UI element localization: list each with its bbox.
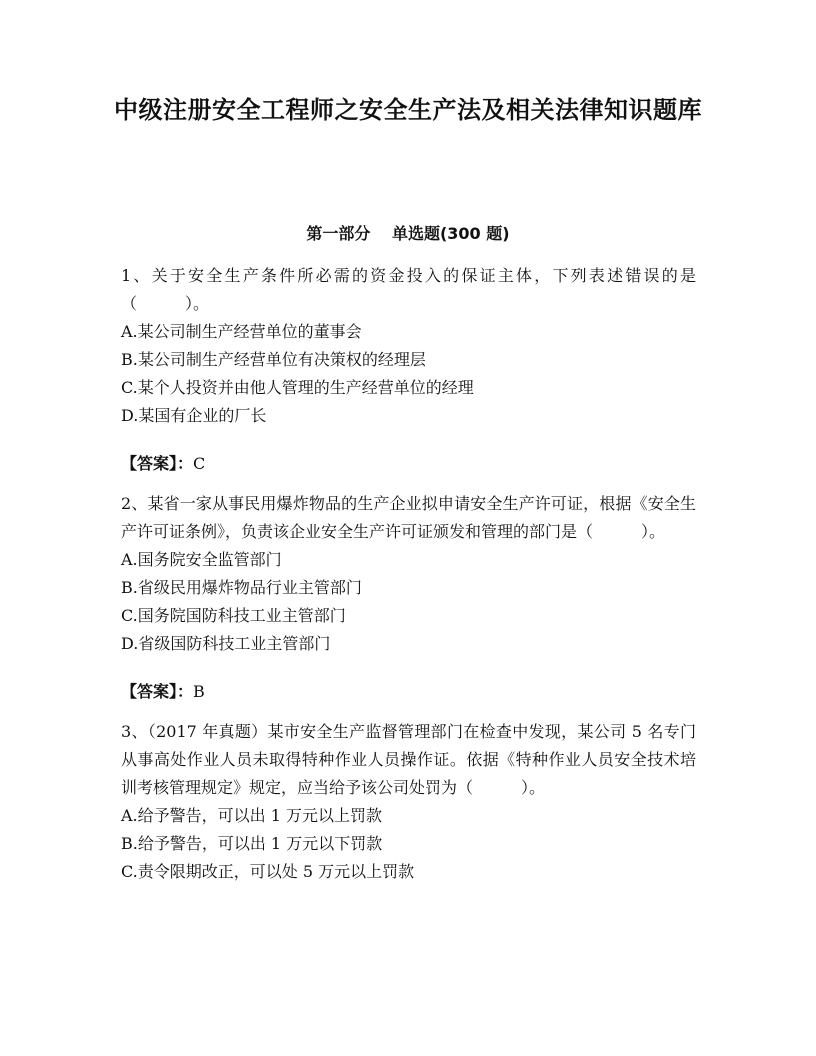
question-3-option-b: B.给予警告，可以出 1 万元以下罚款 [121,834,383,853]
question-3-stem: 3、（2017 年真题）某市安全生产监督管理部门在检查中发现，某公司 5 名专门从事高处作业人员未取得特种作业人员操作证。依据《特种作业人员安全技术培训考核管理规定》规定，应当给予该公司处罚为（ ）。 [121,722,696,797]
question-1-option-b: B.某公司制生产经营单位有决策权的经理层 [121,350,426,369]
question-1-option-c: C.某个人投资并由他人管理的生产经营单位的经理 [121,378,474,397]
document-title: 中级注册安全工程师之安全生产法及相关法律知识题库 [114,96,702,124]
question-2-answer-value: B [193,682,205,701]
question-2-stem: 2、某省一家从事民用爆炸物品的生产企业拟申请安全生产许可证，根据《安全生产许可证条例》，负责该企业安全生产许可证颁发和管理的部门是（ ）。 [121,494,696,541]
question-2-option-a: A.国务院安全监管部门 [121,550,282,569]
question-1-option-d: D.某国有企业的厂长 [121,406,267,425]
answer-label: 【答案】： [121,682,194,701]
question-3 [121,718,696,886]
question-1-answer [121,450,696,478]
question-2-option-b: B.省级民用爆炸物品行业主管部门 [121,578,362,597]
question-2-option-d: D.省级国防科技工业主管部门 [121,634,331,653]
question-1-answer-value: C [193,454,206,473]
answer-label: 【答案】： [121,454,194,473]
question-2-answer [121,678,696,706]
question-list [121,262,696,886]
section-heading: 第一部分 单选题(300 题) [306,224,510,243]
question-1 [121,262,696,478]
question-2-option-c: C.国务院国防科技工业主管部门 [121,606,346,625]
question-1-option-a: A.某公司制生产经营单位的董事会 [121,322,362,341]
question-1-stem: 1、关于安全生产条件所必需的资金投入的保证主体，下列表述错误的是（ ）。 [121,266,696,313]
question-3-option-a: A.给予警告，可以出 1 万元以上罚款 [121,806,382,825]
question-2 [121,490,696,706]
question-3-option-c: C.责令限期改正，可以处 5 万元以上罚款 [121,862,415,881]
